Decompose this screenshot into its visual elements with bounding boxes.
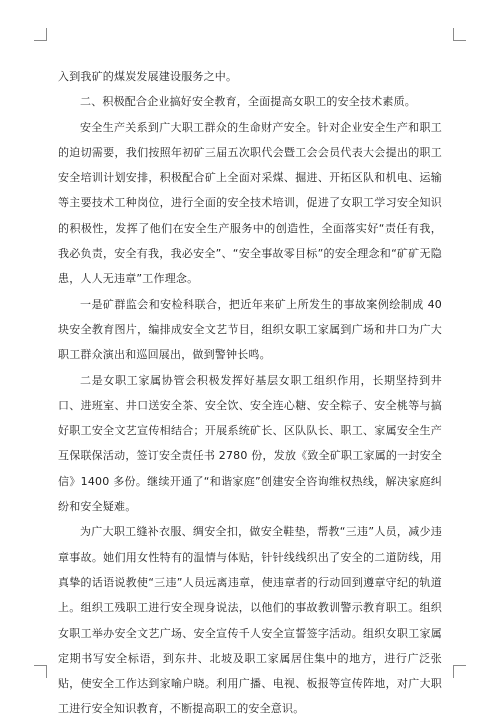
crop-mark-bottom-right	[453, 665, 466, 678]
crop-mark-bottom-left	[34, 665, 47, 678]
document-body	[58, 64, 442, 722]
paragraph: 为广大职工缝补衣服、绸安全扣，做安全鞋垫，帮教“三违”人员，减少违章事故。她们用女性特有的温情与体贴，针针线线织出了安全的二道防线，用真挚的话语说教使“三违”人员远离违章，使违章者的行动回到遵章守纪的轨道上。组织工残职工进行安全现身说法，以他们的事故教训警示教育职工。组织女职工举办安全文艺广场、安全宣传千人安全宣誓签字活动。组织女职工家属定期书写安全标语，到东井、北坡及职工家属居住集中的地方，进行广泛张贴，使安全工作达到家喻户晓。利用广播、电视、板报等宣传阵地，对广大职工进行安全知识教育，不断提高职工的安全意识。	[58, 525, 442, 716]
crop-mark-top-left	[34, 28, 47, 41]
paragraph: 一是矿群监会和安检科联合，把近年来矿上所发生的事故案例绘制成 40 块安全教育图片，编排成安全文艺节目，组织女职工家属到广场和井口为广大职工群众演出和巡回展出，做到警钟长鸣。	[58, 297, 442, 362]
section-heading: 二、积极配合企业搞好安全教育，全面提高女职工的安全技术素质。	[80, 95, 416, 109]
paragraph-continuation: 入到我矿的煤炭发展建设服务之中。	[58, 70, 238, 83]
paragraph: 安全生产关系到广大职工群众的生命财产安全。针对企业安全生产和职工的迫切需要，我们按照年初矿三届五次职代会暨工会会员代表大会提出的职工安全培训计划安排，积极配合矿上全面对采煤、掘进、开拓区队和机电、运输等主要技术工种岗位，进行全面的安全技术培训，促进了女职工学习安全知识的积极性，发挥了他们在安全生产服务中的创造性，全面落实好“责任有我，我必负责，安全有我，我必安全”、“安全事故零目标”的安全理念和“矿矿无隐患，人人无违章”工作理念。	[58, 120, 442, 286]
paragraph: 二是女职工家属协管会积极发挥好基层女职工组织作用，长期坚持到井口、进班室、井口送安全茶、安全饮、安全连心糖、安全粽子、安全桃等与搞好职工安全文艺宣传相结合；开展系统矿长、区队队长、职工、家属安全生产互保联保活动，签订安全责任书 2780 份，发放《致全矿职工家属的一封安全信》1400 多份。继续开通了“和谐家庭”创建安全咨询维权热线，解决家庭纠纷和安全疑难。	[58, 373, 442, 514]
crop-mark-top-right	[453, 28, 466, 41]
